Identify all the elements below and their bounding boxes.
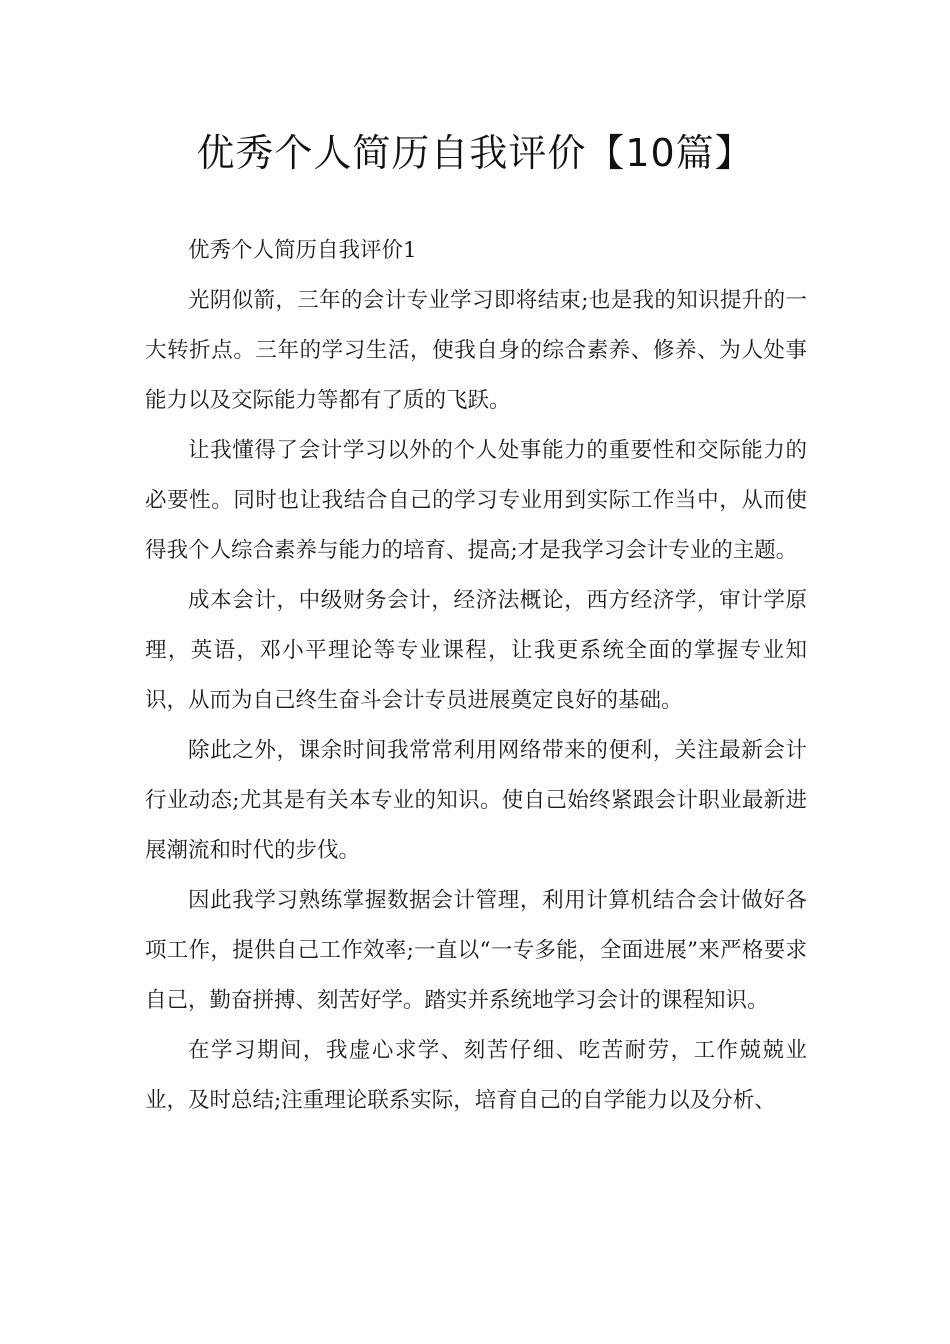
- paragraph: 让我懂得了会计学习以外的个人处事能力的重要性和交际能力的必要性。同时也让我结合自己的学习专业用到实际工作当中，从而使得我个人综合素养与能力的培育、提高;才是我学习会计专业的主题。: [145, 438, 807, 563]
- document-body: [145, 226, 807, 1126]
- section-heading: 优秀个人简历自我评价1: [188, 238, 417, 263]
- paragraph: 成本会计，中级财务会计，经济法概论，西方经济学，审计学原理，英语，邓小平理论等专业课程，让我更系统全面的掌握专业知识，从而为自己终生奋斗会计专员进展奠定良好的基础。: [145, 588, 807, 713]
- paragraph: 光阴似箭，三年的会计专业学习即将结束;也是我的知识提升的一大转折点。三年的学习生活，使我自身的综合素养、修养、为人处事能力以及交际能力等都有了质的飞跃。: [145, 288, 807, 413]
- paragraph: 除此之外，课余时间我常常利用网络带来的便利，关注最新会计行业动态;尤其是有关本专业的知识。使自己始终紧跟会计职业最新进展潮流和时代的步伐。: [145, 738, 807, 863]
- paragraph: 在学习期间，我虚心求学、刻苦仔细、吃苦耐劳，工作兢兢业业，及时总结;注重理论联系实际，培育自己的自学能力以及分析、: [145, 1038, 807, 1113]
- document-title: 优秀个人简历自我评价【10篇】: [196, 131, 754, 175]
- paragraph: 因此我学习熟练掌握数据会计管理，利用计算机结合会计做好各项工作，提供自己工作效率;一直以“一专多能，全面进展”来严格要求自己，勤奋拼搏、刻苦好学。踏实并系统地学习会计的课程知识。: [145, 888, 807, 1013]
